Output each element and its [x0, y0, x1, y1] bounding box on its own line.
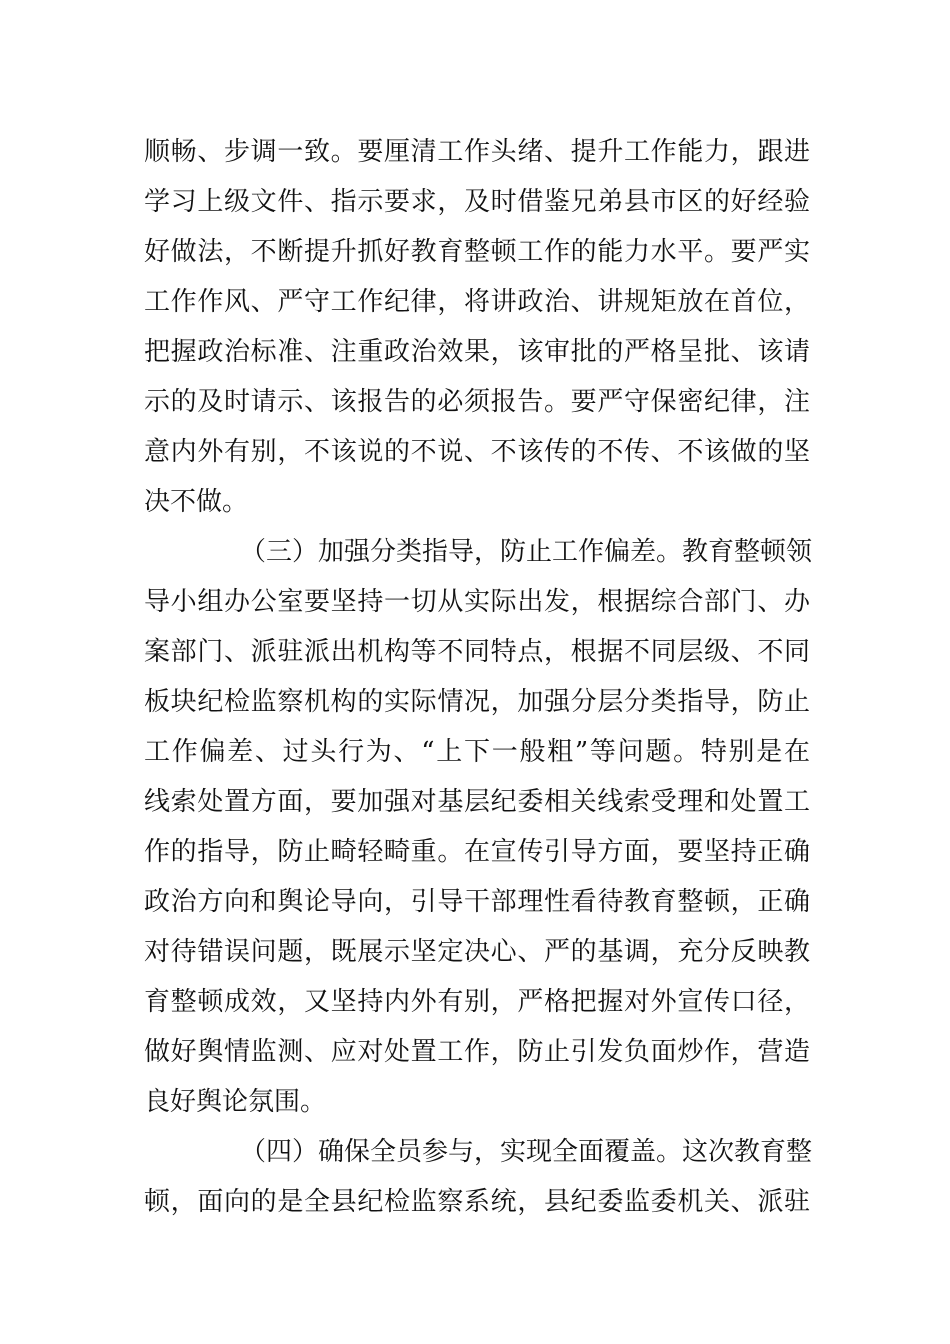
paragraph-line: 意内外有别，不该说的不说、不该传的不传、不该做的坚	[144, 437, 810, 467]
paragraph-last-line: 决不做。	[144, 487, 249, 517]
section-heading-line: （三）加强分类指导，防止工作偏差。教育整顿领	[240, 537, 813, 567]
paragraph-line: 工作作风、严守工作纪律，将讲政治、讲规矩放在首位，	[144, 287, 810, 317]
paragraph-line: 对待错误问题，既展示坚定决心、严的基调，充分反映教	[144, 937, 810, 967]
paragraph-line: 工作偏差、过头行为、“上下一般粗”等问题。特别是在	[144, 737, 810, 767]
paragraph-line: 顺畅、步调一致。要厘清工作头绪、提升工作能力，跟进	[144, 137, 810, 167]
section-heading-line: （四）确保全员参与，实现全面覆盖。这次教育整	[240, 1137, 813, 1167]
paragraph-line: 示的及时请示、该报告的必须报告。要严守保密纪律，注	[144, 387, 810, 417]
paragraph-line: 育整顿成效，又坚持内外有别，严格把握对外宣传口径，	[144, 987, 810, 1017]
paragraph-line: 板块纪检监察机构的实际情况，加强分层分类指导，防止	[144, 687, 810, 717]
paragraph-line: 导小组办公室要坚持一切从实际出发，根据综合部门、办	[144, 587, 810, 617]
paragraph-line: 作的指导，防止畸轻畸重。在宣传引导方面，要坚持正确	[144, 837, 810, 867]
paragraph-last-line: 良好舆论氛围。	[144, 1087, 327, 1117]
paragraph-line: 学习上级文件、指示要求，及时借鉴兄弟县市区的好经验	[144, 187, 810, 217]
paragraph-line: 做好舆情监测、应对处置工作，防止引发负面炒作，营造	[144, 1037, 810, 1067]
paragraph-line: 线索处置方面，要加强对基层纪委相关线索受理和处置工	[144, 787, 810, 817]
paragraph-line: 政治方向和舆论导向，引导干部理性看待教育整顿，正确	[144, 887, 810, 917]
paragraph-line: 好做法，不断提升抓好教育整顿工作的能力水平。要严实	[144, 237, 810, 267]
paragraph-line: 把握政治标准、注重政治效果，该审批的严格呈批、该请	[144, 337, 810, 367]
paragraph-line: 案部门、派驻派出机构等不同特点，根据不同层级、不同	[144, 637, 810, 667]
paragraph-line: 顿，面向的是全县纪检监察系统，县纪委监委机关、派驻	[144, 1187, 810, 1217]
